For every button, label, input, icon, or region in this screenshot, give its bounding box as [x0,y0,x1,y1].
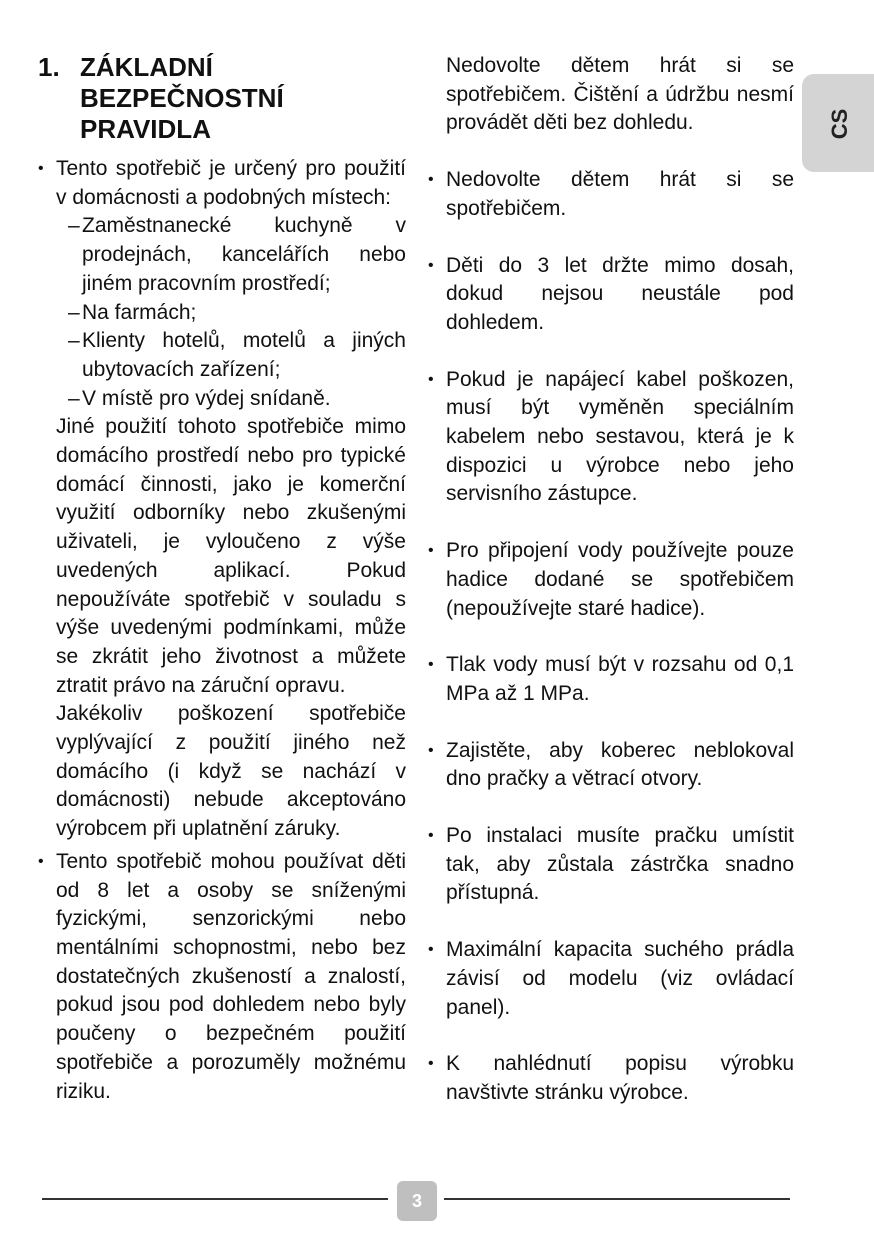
section-title-line: PRAVIDLA [80,114,211,144]
list-item [38,155,406,212]
dash-icon: – [68,214,80,238]
footer-divider-right [444,1198,790,1200]
sub-list-item-text: Zaměstnanecké kuchyně v prodejnách, kancelářích nebo jiném pracovním prostředí; [82,214,406,295]
list-item [428,537,794,623]
body-paragraph: Jakékoliv poškození spotřebiče vyplývající z použití jiného než domácího (i když se nachází v domácnosti) nebude akceptováno výrobcem při uplatnění záruky. [56,702,406,841]
list-item-text: Po instalaci musíte pračku umístit tak, aby zůstala zástrčka snadno přístupná. [446,824,794,905]
body-paragraph: Jiné použití tohoto spotřebiče mimo domácího prostředí nebo pro typické domácí činnosti, jako je komerční využití odborníky nebo zkušenými uživateli, je vyloučeno z výše uvedených aplikací. Pokud nepoužíváte spotřebič v souladu s výše uvedenými podmínkami, může se zkrátit jeho životnost a můžete ztratit právo na záruční opravu. [56,415,406,697]
list-item-text: Zajistěte, aby koberec neblokoval dno pračky a větrací otvory. [446,738,794,791]
bullet-icon: • [428,827,434,845]
sub-list-item [38,299,406,328]
sub-list-item-text: Klienty hotelů, motelů a jiných ubytovacích zařízení; [82,329,406,381]
sub-list-item [38,385,406,414]
bullet-icon: • [428,256,434,274]
left-column [38,52,406,1106]
section-title [80,52,380,145]
list-item [428,822,794,908]
list-item-text: Maximální kapacita suchého prádla závisí od modelu (viz ovládací panel). [446,938,794,1019]
bullet-icon: • [428,741,434,759]
right-column [428,52,794,1108]
list-item [428,252,794,338]
list-item-text: K nahlédnutí popisu výrobku navštivte stránku výrobce. [446,1052,794,1104]
list-item-text: Tlak vody musí být v rozsahu od 0,1 MPa až 1 MPa. [446,653,794,705]
list-item-text: Tento spotřebič mohou používat děti od 8 let a osoby se sníženými fyzickými, senzorickými nebo mentálními schopnostmi, nebo bez dostatečných zkušeností a znalostí, pokud jsou pod dohledem nebo byly poučeny o bezpečném použití spotřebiče a porozuměly možnému riziku. [56,849,406,1103]
bullet-icon: • [428,941,434,959]
bullet-icon: • [428,656,434,674]
dash-icon: – [68,300,80,324]
footer-divider-left [42,1198,388,1200]
list-item-text: Tento spotřebič je určený pro použití v domácnosti a podobných místech: [56,157,406,209]
section-title-line: ZÁKLADNÍ [80,52,213,82]
section-number: 1. [38,52,60,82]
list-item [428,1050,794,1107]
dash-icon: – [68,329,80,353]
list-item [428,737,794,794]
language-tab [802,74,874,172]
list-item [38,848,406,1106]
sub-list-item-text: V místě pro výdej snídaně. [82,386,331,410]
bullet-icon: • [38,160,44,177]
page-number-badge [397,1181,437,1221]
sub-list-item [38,212,406,298]
list-item [428,936,794,1022]
list-item [428,166,794,223]
bullet-icon: • [38,852,44,870]
list-item [428,651,794,708]
list-item-text: Nedovolte dětem hrát si se spotřebičem. [446,168,794,220]
language-tab-label: CS [827,108,852,140]
sub-list-item-text: Na farmách; [82,300,197,324]
bullet-icon: • [428,171,434,189]
bullet-icon: • [428,542,434,560]
sub-list-item [38,327,406,384]
list-item-text: Pokud je napájecí kabel poškozen, musí být vyměněn speciálním kabelem nebo sestavou, která je k dispozici u výrobce nebo jeho servisního zástupce. [446,367,794,506]
bullet-icon: • [428,1055,434,1073]
list-item-text: Děti do 3 let držte mimo dosah, dokud nejsou neustále pod dohledem. [446,253,794,334]
section-heading [38,52,406,145]
list-item [428,366,794,510]
section-title-line: BEZPEČNOSTNÍ [80,83,284,113]
list-item-text: Pro připojení vody používejte pouze hadice dodané se spotřebičem (nepoužívejte staré hadice). [446,539,794,620]
continued-paragraph: Nedovolte dětem hrát si se spotřebičem. Čištění a údržbu nesmí provádět děti bez dohledu. [446,54,794,135]
bullet-icon: • [428,370,434,388]
dash-icon: – [68,386,80,410]
page-number: 3 [411,1190,422,1211]
